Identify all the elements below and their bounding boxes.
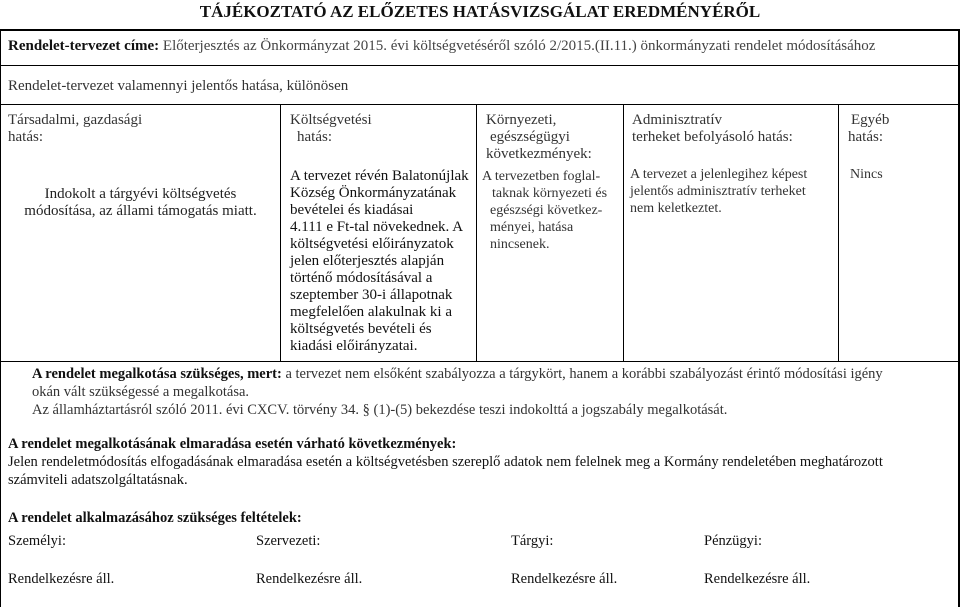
szukseges-text-1: a tervezet nem elsőként szabályozza a tárgykört, hanem a korábbi szabályozást érintő módosítási igény (281, 366, 883, 382)
elmaradas-line-2: számviteli adatszolgáltatásnak. (8, 472, 188, 488)
kornyezeti-line: A tervezetben foglal- (482, 169, 601, 184)
koltsegvetesi-line: bevételei és kiadásai (290, 202, 414, 218)
elmaradas-heading: A rendelet megalkotásának elmaradása esetén várható következmények: (8, 436, 457, 452)
frame-top-line (0, 29, 960, 31)
szukseges-section (32, 365, 957, 419)
adminisztrativ-line: nem keletkeztet. (630, 201, 722, 216)
koltsegvetesi-line: jelen előterjesztés alapján (290, 253, 445, 269)
page-title: TÁJÉKOZTATÓ AZ ELŐZETES HATÁSVIZSGÁLAT EREDMÉNYÉRŐL (199, 2, 761, 21)
tarsadalmi-heading (8, 112, 273, 146)
tarsadalmi-heading-2: hatás: (8, 129, 43, 145)
szukseges-bold: A rendelet megalkotása szükséges, mert: (32, 366, 282, 382)
egyeb-value: Nincs (850, 167, 883, 182)
feltetel-label-targyi: Tárgyi: (511, 533, 554, 549)
koltsegvetesi-line: kiadási előirányzatai. (290, 338, 418, 354)
koltsegvetesi-line: költségvetés bevételi és (290, 321, 432, 337)
feltetel-label-szervezeti: Szervezeti: (256, 533, 321, 549)
row2-divider (0, 104, 960, 105)
kornyezeti-heading-1: Környezeti, (486, 112, 557, 128)
adminisztrativ-line: A tervezet a jelenlegihez képest (630, 167, 808, 182)
koltsegvetesi-line: szeptember 30-i állapotnak (290, 287, 453, 303)
col-divider-4 (838, 104, 839, 361)
tarsadalmi-body-2: módosítása, az állami támogatás miatt. (24, 203, 257, 219)
kornyezeti-line: ményei, hatása (490, 220, 574, 235)
rendelet-cime (8, 38, 875, 55)
koltsegvetesi-line: költségvetési előirányzatok (290, 236, 454, 252)
feltetel-value-szervezeti: Rendelkezésre áll. (256, 571, 363, 587)
adminisztrativ-heading-1: Adminisztratív (632, 112, 722, 128)
koltsegvetesi-line: A tervezet révén Balatonújlak (290, 168, 469, 184)
col-divider-3 (623, 104, 624, 361)
feltetel-value-szemelyi: Rendelkezésre áll. (8, 571, 115, 587)
szukseges-line-2: okán vált szükségessé a megalkotása. (32, 384, 250, 400)
adminisztrativ-body (630, 166, 835, 217)
feltetel-label-szemelyi: Személyi: (8, 533, 66, 549)
col-divider-1 (280, 104, 281, 361)
row1-divider (0, 65, 960, 66)
koltsegvetesi-body (290, 168, 480, 355)
adminisztrativ-line: jelentős adminisztratív terheket (630, 184, 806, 199)
szukseges-line-1 (32, 365, 957, 383)
kornyezeti-line: taknak környezeti és (492, 186, 608, 201)
koltsegvetesi-line: Község Önkormányzatának (290, 185, 457, 201)
koltsegvetesi-line: 4.111 e Ft-tal növekednek. A (290, 219, 464, 235)
koltsegvetesi-line: megfelelően alakulnak ki a (290, 304, 453, 320)
feltetelek-heading: A rendelet alkalmazásához szükséges feltételek: (8, 510, 302, 526)
szukseges-line-3: Az államháztartásról szóló 2011. évi CXCV. törvény 34. § (1)-(5) bekezdése teszi indokolttá a jogszabály megalkotását. (32, 402, 728, 418)
adminisztrativ-heading (632, 112, 832, 146)
feltetel-value-targyi: Rendelkezésre áll. (511, 571, 618, 587)
kornyezeti-line: nincsenek. (490, 237, 550, 252)
feltetel-value-penzugyi: Rendelkezésre áll. (704, 571, 811, 587)
koltsegvetesi-heading-1: Költségvetési (290, 112, 372, 128)
kornyezeti-heading-3: következmények: (486, 146, 592, 162)
kornyezeti-body (482, 168, 622, 253)
elmaradas-section (8, 435, 953, 489)
adminisztrativ-heading-2: terheket befolyásoló hatás: (632, 129, 793, 145)
koltsegvetesi-heading-2: hatás: (297, 129, 332, 145)
egyeb-heading-1: Egyéb (851, 112, 890, 128)
frame-left-line (0, 29, 1, 607)
rendelet-cime-value: Előterjesztés az Önkormányzat 2015. évi költségvetéséről szóló 2/2015.(II.11.) önkormányzati rendelet módosításához (162, 38, 876, 54)
tarsadalmi-body-1: Indokolt a tárgyévi költségvetés (44, 186, 237, 202)
feltetel-label-penzugyi: Pénzügyi: (704, 533, 762, 549)
kornyezeti-heading (486, 112, 621, 163)
tarsadalmi-body (8, 186, 273, 220)
egyeb-heading-2: hatás: (848, 129, 883, 145)
koltsegvetesi-heading (290, 112, 470, 146)
rendelet-cime-label: Rendelet-tervezet címe: (8, 38, 160, 54)
jelentos-hatasa: Rendelet-tervezet valamennyi jelentős hatása, különösen (8, 78, 349, 94)
table-bottom-line (0, 361, 960, 362)
egyeb-heading (848, 112, 953, 146)
tarsadalmi-heading-1: Társadalmi, gazdasági (8, 112, 143, 128)
kornyezeti-line: egészségi következ- (490, 203, 603, 218)
elmaradas-line-1: Jelen rendeletmódosítás elfogadásának elmaradása esetén a költségvetésben szereplő adatok nem felelnek meg a Kormány rendeletében meghatározott (8, 454, 883, 470)
koltsegvetesi-line: történő módosításával a (290, 270, 433, 286)
kornyezeti-heading-2: egészségügyi (490, 129, 570, 145)
